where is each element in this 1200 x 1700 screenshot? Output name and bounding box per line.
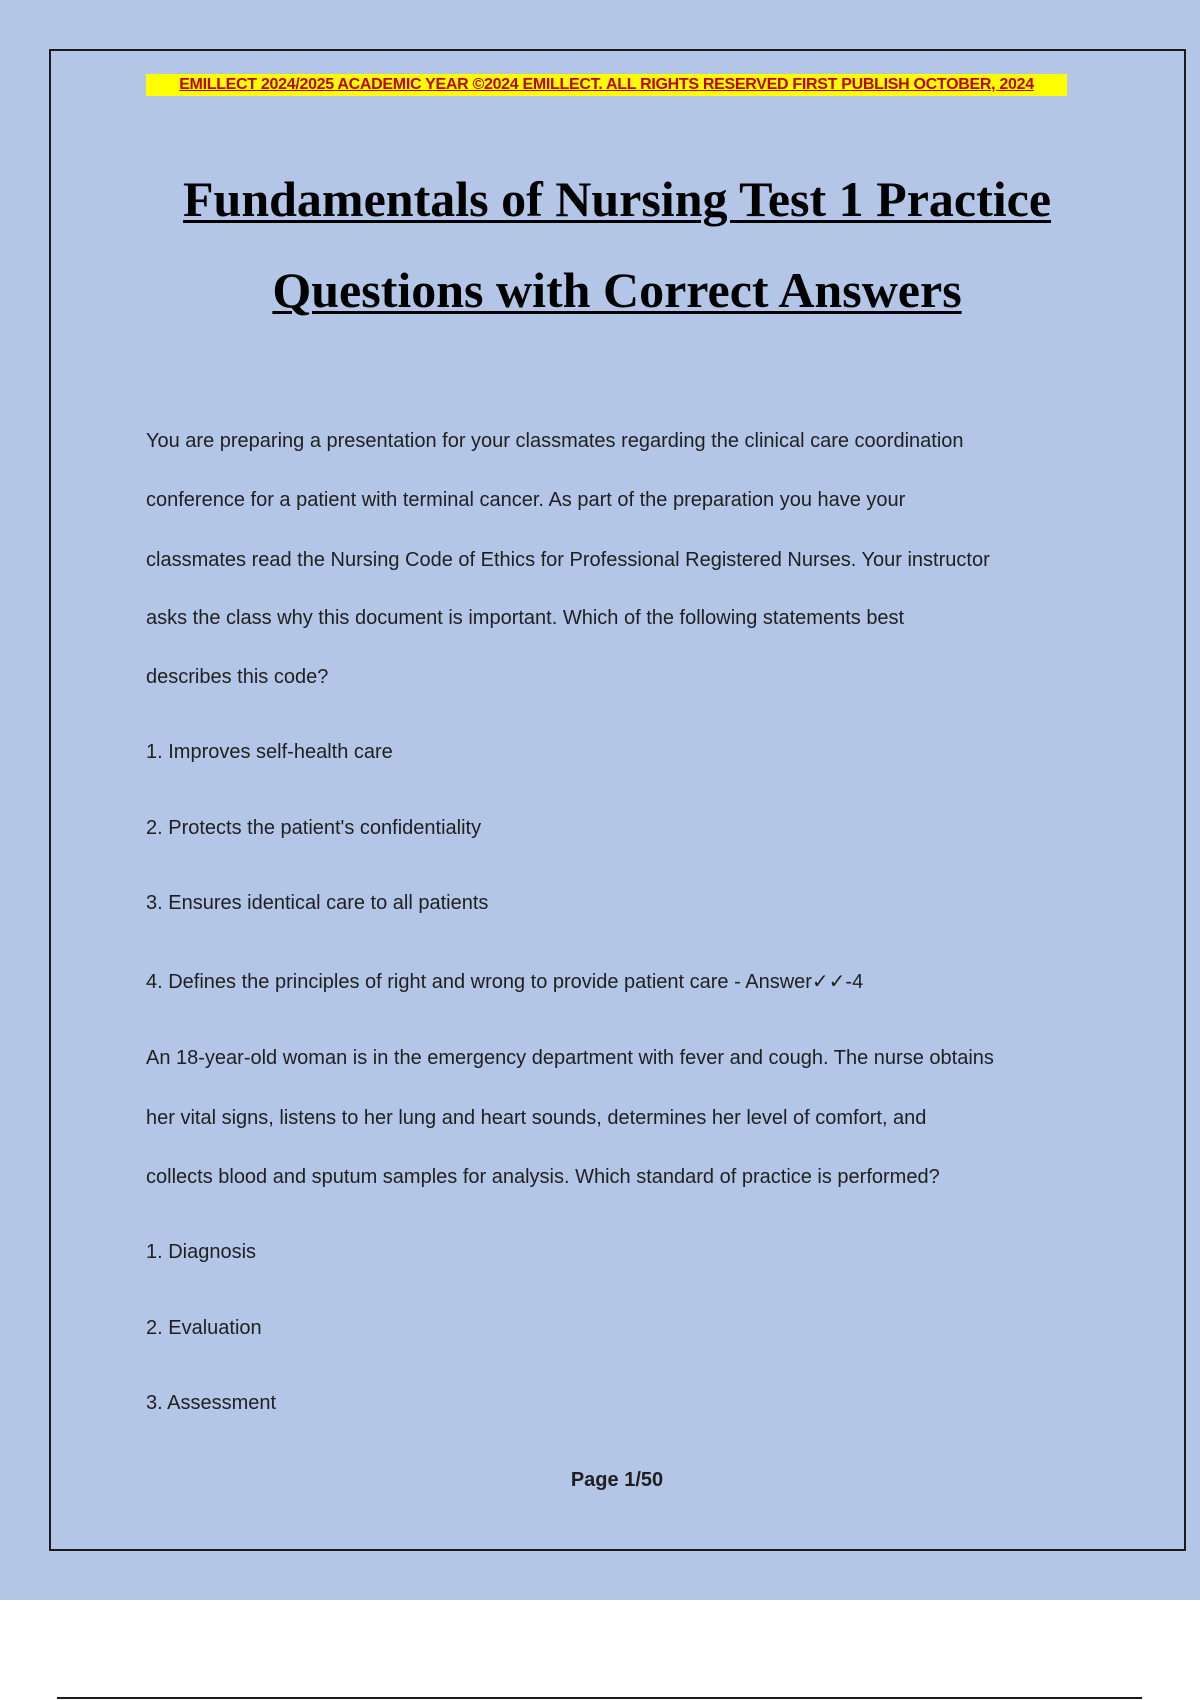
document-title-line-1: Fundamentals of Nursing Test 1 Practice [182,171,1052,227]
q1-stem-line-5: describes this code? [146,666,329,688]
q2-option-1: 1. Diagnosis [146,1241,257,1263]
q2-option-2: 2. Evaluation [146,1317,262,1339]
page-number: Page 1/50 [570,1469,664,1491]
q1-stem-line-4: asks the class why this document is important. Which of the following statements best [146,607,905,629]
q1-option-3: 3. Ensures identical care to all patients [146,892,489,914]
q1-stem-line-1: You are preparing a presentation for your classmates regarding the clinical care coordination [146,430,964,452]
q2-stem-line-1: An 18-year-old woman is in the emergency department with fever and cough. The nurse obtains [146,1047,994,1069]
q2-stem-line-2: her vital signs, listens to her lung and heart sounds, determines her level of comfort, and [146,1107,927,1129]
q1-stem-line-3: classmates read the Nursing Code of Ethics for Professional Registered Nurses. Your instructor [146,549,990,571]
q2-option-3: 3. Assessment [146,1392,277,1414]
q1-stem-line-2: conference for a patient with terminal cancer. As part of the preparation you have your [146,489,906,511]
q1-option-4-answer: 4. Defines the principles of right and wrong to provide patient care - Answer✓✓-4 [146,971,864,993]
document-title-line-2: Questions with Correct Answers [272,262,962,318]
copyright-banner: EMILLECT 2024/2025 ACADEMIC YEAR ©2024 EMILLECT. ALL RIGHTS RESERVED FIRST PUBLISH OCTOBER, 2024 [146,74,1067,96]
q2-stem-line-3: collects blood and sputum samples for analysis. Which standard of practice is performed? [146,1166,940,1188]
bottom-divider [57,1697,1142,1699]
q1-option-2: 2. Protects the patient's confidentiality [146,817,482,839]
q1-option-1: 1. Improves self-health care [146,741,393,763]
